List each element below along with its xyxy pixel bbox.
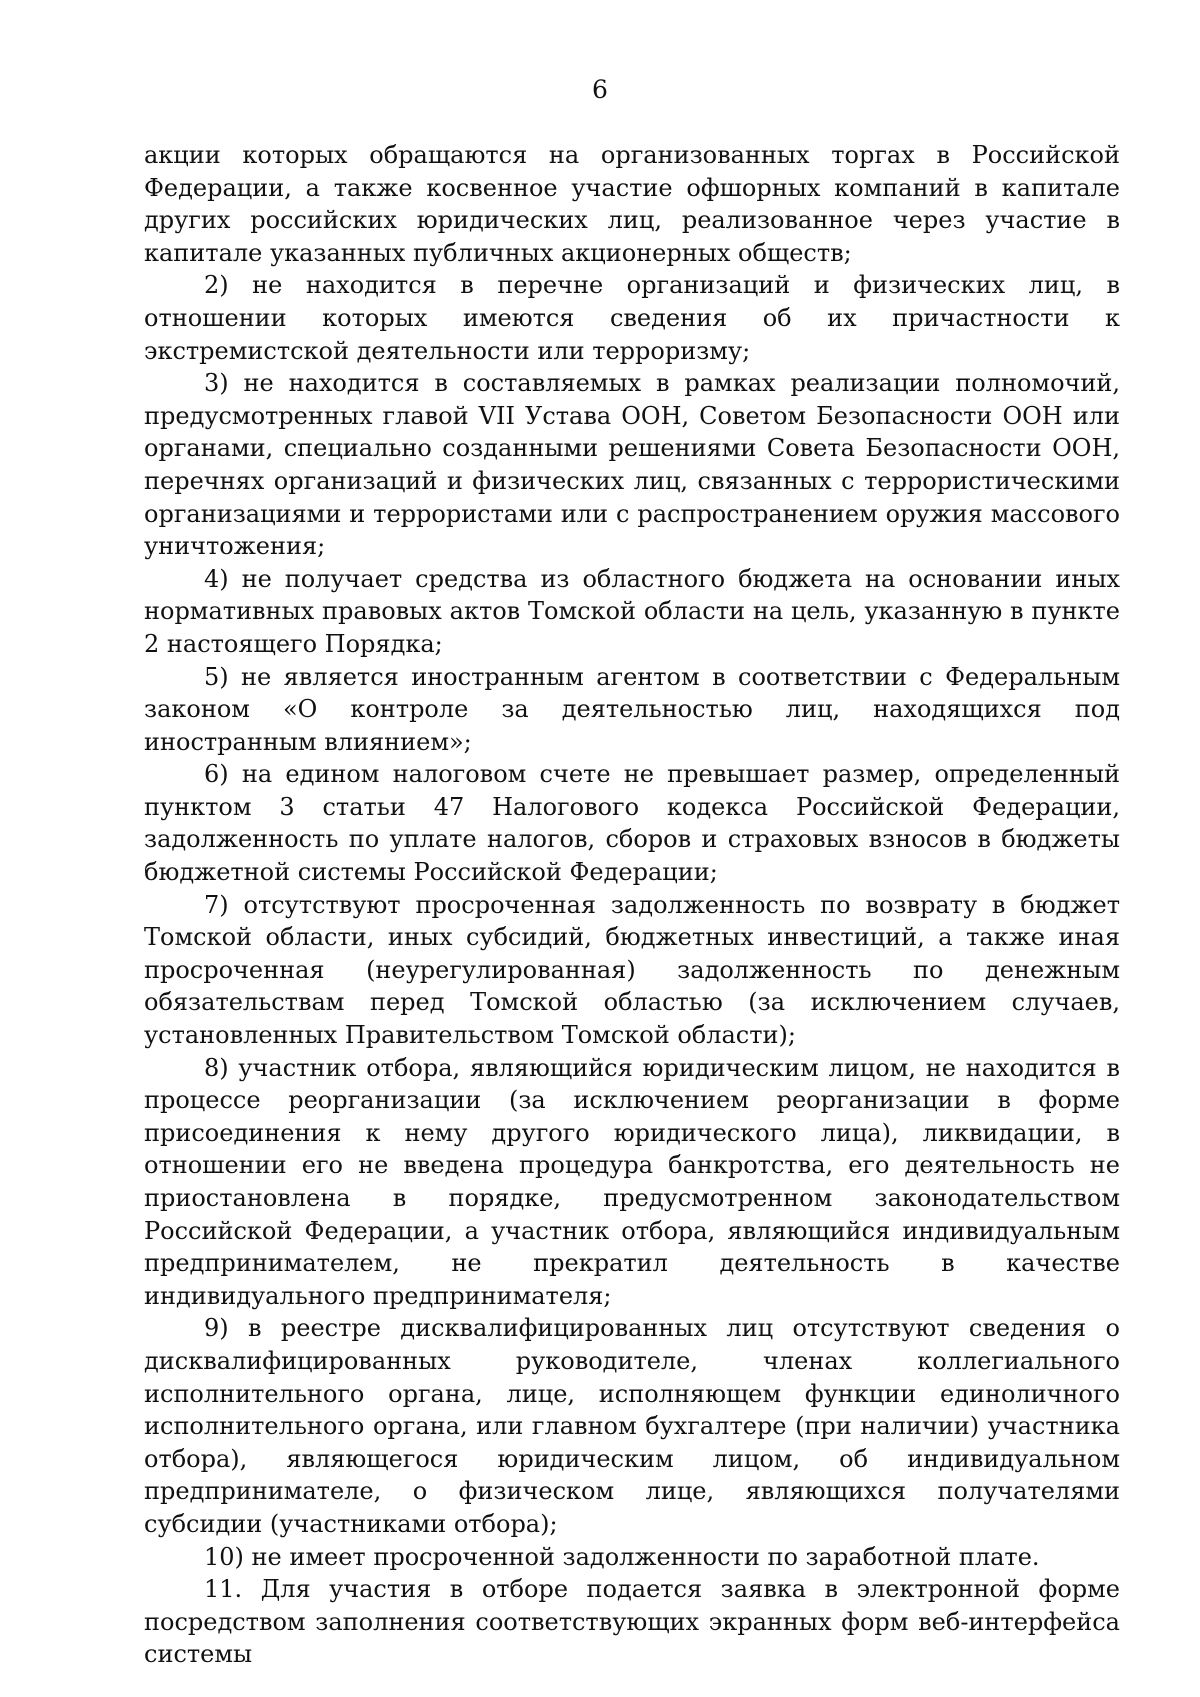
paragraph-item-3: 3) не находится в составляемых в рамках реализации полномочий, предусмотренных главой VII Устава ООН, Советом Безопасности ООН или органами, специально созданными решениями Совета Безопасности ООН, перечнях организаций и физических лиц, связанных с террористическими организациями и террористами или с распространением оружия массового уничтожения; [144,369,1120,561]
paragraph-section-11: 11. Для участия в отборе подается заявка в электронной форме посредством заполнения соответствующих экранных форм веб-интерфейса системы [144,1575,1120,1669]
paragraph-item-4: 4) не получает средства из областного бюджета на основании иных нормативных правовых актов Томской области на цель, указанную в пункте 2 настоящего Порядка; [144,564,1120,658]
paragraph-item-2: 2) не находится в перечне организаций и физических лиц, в отношении которых имеются сведения об их причастности к экстремистской деятельности или терроризму; [144,271,1120,365]
paragraph-item-8: 8) участник отбора, являющийся юридическим лицом, не находится в процессе реорганизации (за исключением реорганизации в форме присоединения к нему другого юридического лица), ликвидации, в отношении его не введена процедура банкротства, его деятельность не приостановлена в порядке, предусмотренном законодательством Российской Федерации, а участник отбора, являющийся индивидуальным предпринимателем, не прекратил деятельность в качестве индивидуального предпринимателя; [144,1053,1120,1310]
document-body [144,139,1120,1671]
paragraph-item-10: 10) не имеет просроченной задолженности по заработной плате. [204,1542,1040,1571]
paragraph-item-6: 6) на едином налоговом счете не превышает размер, определенный пунктом 3 статьи 47 Налогового кодекса Российской Федерации, задолженность по уплате налогов, сборов и страховых взносов в бюджеты бюджетной системы Российской Федерации; [144,760,1120,887]
page-number: 6 [592,75,608,104]
paragraph-item-9: 9) в реестре дисквалифицированных лиц отсутствуют сведения о дисквалифицированных руководителе, членах коллегиального исполнительного органа, лице, исполняющем функции единоличного исполнительного органа, или главном бухгалтере (при наличии) участника отбора), являющегося юридическим лицом, об индивидуальном предпринимателе, о физическом лице, являющихся получателями субсидии (участниками отбора); [144,1314,1120,1538]
paragraph-item-7: 7) отсутствуют просроченная задолженность по возврату в бюджет Томской области, иных субсидий, бюджетных инвестиций, а также иная просроченная (неурегулированная) задолженность по денежным обязательствам перед Томской областью (за исключением случаев, установленных Правительством Томской области); [144,890,1120,1050]
paragraph-item-5: 5) не является иностранным агентом в соответствии с Федеральным законом «О контроле за деятельностью лиц, находящихся под иностранным влиянием»; [144,662,1120,756]
paragraph-continuation: акции которых обращаются на организованных торгах в Российской Федерации, а также косвенное участие офшорных компаний в капитале других российских юридических лиц, реализованное через участие в капитале указанных публичных акционерных обществ; [144,141,1120,267]
